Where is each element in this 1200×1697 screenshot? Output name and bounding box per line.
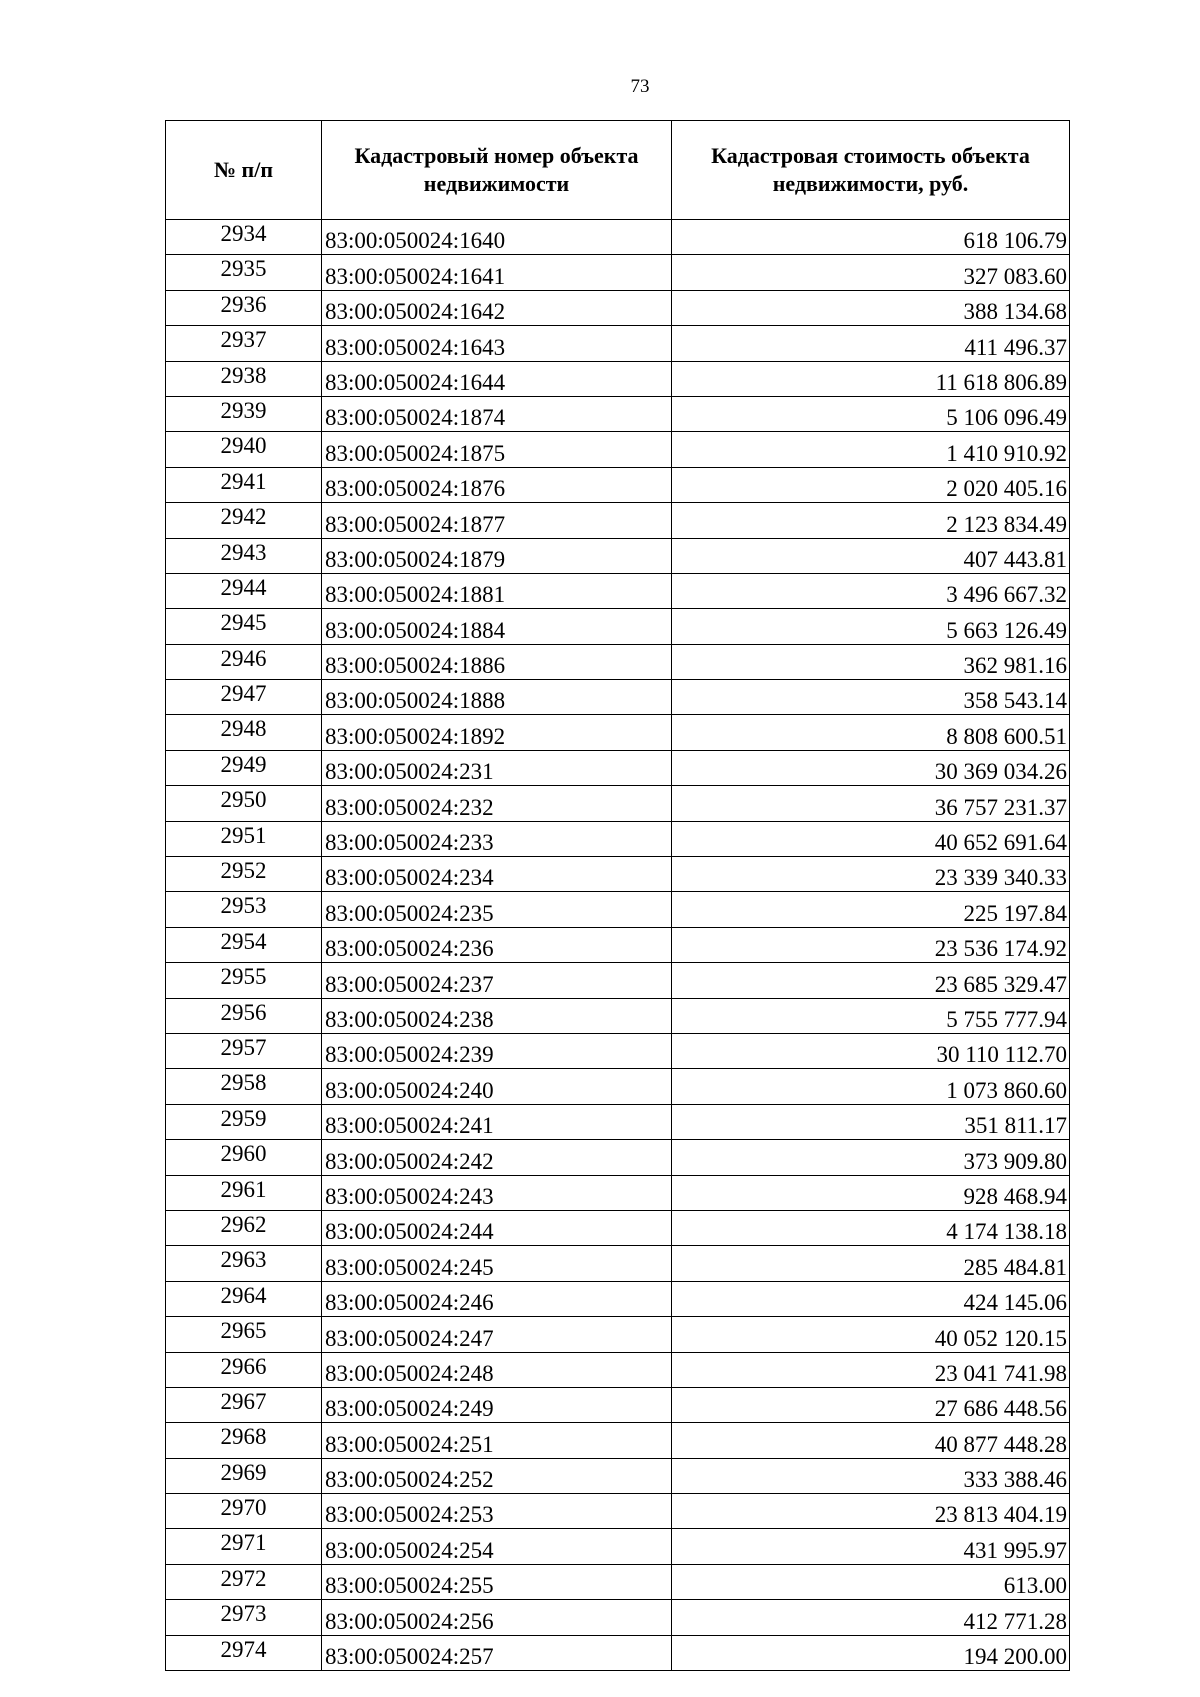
table-row	[166, 927, 1070, 962]
cadastral-number-cell: 83:00:050024:1874	[322, 396, 672, 431]
table-row	[166, 538, 1070, 573]
cadastral-value-cell: 23 339 340.33	[672, 857, 1070, 892]
row-number-cell: 2959	[166, 1104, 322, 1139]
row-number-cell: 2952	[166, 857, 322, 892]
table-row	[166, 1069, 1070, 1104]
cadastral-value-cell: 4 174 138.18	[672, 1210, 1070, 1245]
cadastral-value-cell: 40 052 120.15	[672, 1317, 1070, 1352]
cadastral-value-cell: 1 410 910.92	[672, 432, 1070, 467]
cadastral-value-cell: 40 877 448.28	[672, 1423, 1070, 1458]
table-row	[166, 1317, 1070, 1352]
cadastral-value-cell: 36 757 231.37	[672, 786, 1070, 821]
row-number-cell: 2950	[166, 786, 322, 821]
cadastral-value-cell: 23 041 741.98	[672, 1352, 1070, 1387]
table-row	[166, 432, 1070, 467]
cadastral-number-cell: 83:00:050024:1881	[322, 573, 672, 608]
cadastral-value-cell: 27 686 448.56	[672, 1387, 1070, 1422]
table-row	[166, 467, 1070, 502]
cadastral-number-cell: 83:00:050024:1886	[322, 644, 672, 679]
cadastral-number-cell: 83:00:050024:233	[322, 821, 672, 856]
row-number-cell: 2937	[166, 326, 322, 361]
table-row	[166, 1033, 1070, 1068]
cadastral-number-cell: 83:00:050024:251	[322, 1423, 672, 1458]
table-row	[166, 1210, 1070, 1245]
cadastral-number-cell: 83:00:050024:1892	[322, 715, 672, 750]
cadastral-number-cell: 83:00:050024:1876	[322, 467, 672, 502]
cadastral-number-cell: 83:00:050024:235	[322, 892, 672, 927]
table-row	[166, 326, 1070, 361]
cadastral-value-cell: 3 496 667.32	[672, 573, 1070, 608]
cadastral-number-cell: 83:00:050024:253	[322, 1494, 672, 1529]
cadastral-number-cell: 83:00:050024:1888	[322, 680, 672, 715]
table-row	[166, 857, 1070, 892]
cadastral-number-cell: 83:00:050024:1640	[322, 220, 672, 255]
table-row	[166, 786, 1070, 821]
cadastral-number-cell: 83:00:050024:236	[322, 927, 672, 962]
table-row	[166, 573, 1070, 608]
row-number-cell: 2947	[166, 680, 322, 715]
table-row	[166, 680, 1070, 715]
row-number-cell: 2968	[166, 1423, 322, 1458]
row-number-cell: 2956	[166, 998, 322, 1033]
cadastral-number-cell: 83:00:050024:246	[322, 1281, 672, 1316]
cadastral-number-cell: 83:00:050024:1641	[322, 255, 672, 290]
cadastral-number-cell: 83:00:050024:243	[322, 1175, 672, 1210]
table-row	[166, 1635, 1070, 1670]
cadastral-number-cell: 83:00:050024:240	[322, 1069, 672, 1104]
row-number-cell: 2934	[166, 220, 322, 255]
row-number-cell: 2961	[166, 1175, 322, 1210]
cadastral-number-cell: 83:00:050024:234	[322, 857, 672, 892]
cadastral-value-cell: 5 106 096.49	[672, 396, 1070, 431]
cadastral-number-cell: 83:00:050024:1643	[322, 326, 672, 361]
cadastral-value-cell: 194 200.00	[672, 1635, 1070, 1670]
cadastral-value-cell: 225 197.84	[672, 892, 1070, 927]
cadastral-value-cell: 362 981.16	[672, 644, 1070, 679]
cadastral-value-cell: 424 145.06	[672, 1281, 1070, 1316]
table-row	[166, 220, 1070, 255]
row-number-cell: 2970	[166, 1494, 322, 1529]
table-header-row	[166, 121, 1070, 220]
cadastral-number-cell: 83:00:050024:245	[322, 1246, 672, 1281]
cadastral-number-cell: 83:00:050024:249	[322, 1387, 672, 1422]
header-cadastral-number: Кадастровый номер объекта недвижимости	[322, 121, 672, 220]
row-number-cell: 2957	[166, 1033, 322, 1068]
row-number-cell: 2969	[166, 1458, 322, 1493]
cadastral-value-cell: 412 771.28	[672, 1600, 1070, 1635]
table-row	[166, 892, 1070, 927]
cadastral-number-cell: 83:00:050024:244	[322, 1210, 672, 1245]
cadastral-value-cell: 928 468.94	[672, 1175, 1070, 1210]
row-number-cell: 2945	[166, 609, 322, 644]
header-row-number: № п/п	[166, 121, 322, 220]
table-row	[166, 255, 1070, 290]
cadastral-number-cell: 83:00:050024:255	[322, 1564, 672, 1599]
row-number-cell: 2941	[166, 467, 322, 502]
row-number-cell: 2943	[166, 538, 322, 573]
cadastral-value-cell: 373 909.80	[672, 1140, 1070, 1175]
cadastral-value-cell: 8 808 600.51	[672, 715, 1070, 750]
row-number-cell: 2966	[166, 1352, 322, 1387]
table-row	[166, 715, 1070, 750]
cadastral-number-cell: 83:00:050024:254	[322, 1529, 672, 1564]
row-number-cell: 2938	[166, 361, 322, 396]
table-row	[166, 290, 1070, 325]
cadastral-number-cell: 83:00:050024:247	[322, 1317, 672, 1352]
row-number-cell: 2944	[166, 573, 322, 608]
row-number-cell: 2964	[166, 1281, 322, 1316]
row-number-cell: 2958	[166, 1069, 322, 1104]
cadastral-number-cell: 83:00:050024:237	[322, 963, 672, 998]
cadastral-value-cell: 285 484.81	[672, 1246, 1070, 1281]
cadastral-value-cell: 431 995.97	[672, 1529, 1070, 1564]
table-body	[166, 220, 1070, 1671]
row-number-cell: 2936	[166, 290, 322, 325]
cadastral-number-cell: 83:00:050024:248	[322, 1352, 672, 1387]
cadastral-value-table	[165, 120, 1070, 1671]
row-number-cell: 2949	[166, 750, 322, 785]
table-row	[166, 361, 1070, 396]
table-row	[166, 1458, 1070, 1493]
cadastral-number-cell: 83:00:050024:252	[322, 1458, 672, 1493]
header-cadastral-value: Кадастровая стоимость объекта недвижимости, руб.	[672, 121, 1070, 220]
cadastral-number-cell: 83:00:050024:1875	[322, 432, 672, 467]
cadastral-number-cell: 83:00:050024:256	[322, 1600, 672, 1635]
row-number-cell: 2948	[166, 715, 322, 750]
table-row	[166, 1140, 1070, 1175]
row-number-cell: 2942	[166, 503, 322, 538]
table-row	[166, 998, 1070, 1033]
table-row	[166, 1529, 1070, 1564]
cadastral-number-cell: 83:00:050024:232	[322, 786, 672, 821]
cadastral-value-cell: 30 369 034.26	[672, 750, 1070, 785]
row-number-cell: 2940	[166, 432, 322, 467]
cadastral-value-cell: 358 543.14	[672, 680, 1070, 715]
row-number-cell: 2972	[166, 1564, 322, 1599]
table-row	[166, 1423, 1070, 1458]
row-number-cell: 2951	[166, 821, 322, 856]
table-row	[166, 1281, 1070, 1316]
table-row	[166, 1494, 1070, 1529]
cadastral-value-cell: 1 073 860.60	[672, 1069, 1070, 1104]
page-number: 73	[630, 76, 650, 97]
row-number-cell: 2967	[166, 1387, 322, 1422]
cadastral-number-cell: 83:00:050024:1642	[322, 290, 672, 325]
cadastral-value-cell: 411 496.37	[672, 326, 1070, 361]
cadastral-number-cell: 83:00:050024:238	[322, 998, 672, 1033]
table-row	[166, 821, 1070, 856]
cadastral-number-cell: 83:00:050024:242	[322, 1140, 672, 1175]
table-row	[166, 1104, 1070, 1139]
cadastral-number-cell: 83:00:050024:1644	[322, 361, 672, 396]
cadastral-value-cell: 407 443.81	[672, 538, 1070, 573]
cadastral-value-cell: 23 813 404.19	[672, 1494, 1070, 1529]
cadastral-value-cell: 5 663 126.49	[672, 609, 1070, 644]
row-number-cell: 2962	[166, 1210, 322, 1245]
row-number-cell: 2946	[166, 644, 322, 679]
cadastral-value-cell: 618 106.79	[672, 220, 1070, 255]
cadastral-number-cell: 83:00:050024:257	[322, 1635, 672, 1670]
cadastral-value-cell: 351 811.17	[672, 1104, 1070, 1139]
cadastral-value-cell: 2 123 834.49	[672, 503, 1070, 538]
table-row	[166, 503, 1070, 538]
row-number-cell: 2954	[166, 927, 322, 962]
row-number-cell: 2960	[166, 1140, 322, 1175]
table-row	[166, 609, 1070, 644]
table-row	[166, 750, 1070, 785]
table-row	[166, 963, 1070, 998]
table-row	[166, 396, 1070, 431]
table-row	[166, 1175, 1070, 1210]
cadastral-value-cell: 11 618 806.89	[672, 361, 1070, 396]
table-row	[166, 1600, 1070, 1635]
cadastral-number-cell: 83:00:050024:1877	[322, 503, 672, 538]
cadastral-value-cell: 333 388.46	[672, 1458, 1070, 1493]
cadastral-value-cell: 2 020 405.16	[672, 467, 1070, 502]
row-number-cell: 2965	[166, 1317, 322, 1352]
table-row	[166, 1246, 1070, 1281]
row-number-cell: 2973	[166, 1600, 322, 1635]
cadastral-value-cell: 40 652 691.64	[672, 821, 1070, 856]
cadastral-number-cell: 83:00:050024:1879	[322, 538, 672, 573]
row-number-cell: 2935	[166, 255, 322, 290]
row-number-cell: 2974	[166, 1635, 322, 1670]
row-number-cell: 2963	[166, 1246, 322, 1281]
cadastral-value-cell: 5 755 777.94	[672, 998, 1070, 1033]
table-row	[166, 1564, 1070, 1599]
row-number-cell: 2971	[166, 1529, 322, 1564]
cadastral-value-cell: 388 134.68	[672, 290, 1070, 325]
row-number-cell: 2953	[166, 892, 322, 927]
cadastral-number-cell: 83:00:050024:239	[322, 1033, 672, 1068]
cadastral-value-cell: 30 110 112.70	[672, 1033, 1070, 1068]
cadastral-number-cell: 83:00:050024:241	[322, 1104, 672, 1139]
cadastral-number-cell: 83:00:050024:231	[322, 750, 672, 785]
cadastral-value-cell: 23 685 329.47	[672, 963, 1070, 998]
table-row	[166, 1352, 1070, 1387]
cadastral-number-cell: 83:00:050024:1884	[322, 609, 672, 644]
cadastral-value-cell: 23 536 174.92	[672, 927, 1070, 962]
row-number-cell: 2939	[166, 396, 322, 431]
cadastral-value-cell: 327 083.60	[672, 255, 1070, 290]
row-number-cell: 2955	[166, 963, 322, 998]
table-row	[166, 1387, 1070, 1422]
table-row	[166, 644, 1070, 679]
cadastral-value-cell: 613.00	[672, 1564, 1070, 1599]
